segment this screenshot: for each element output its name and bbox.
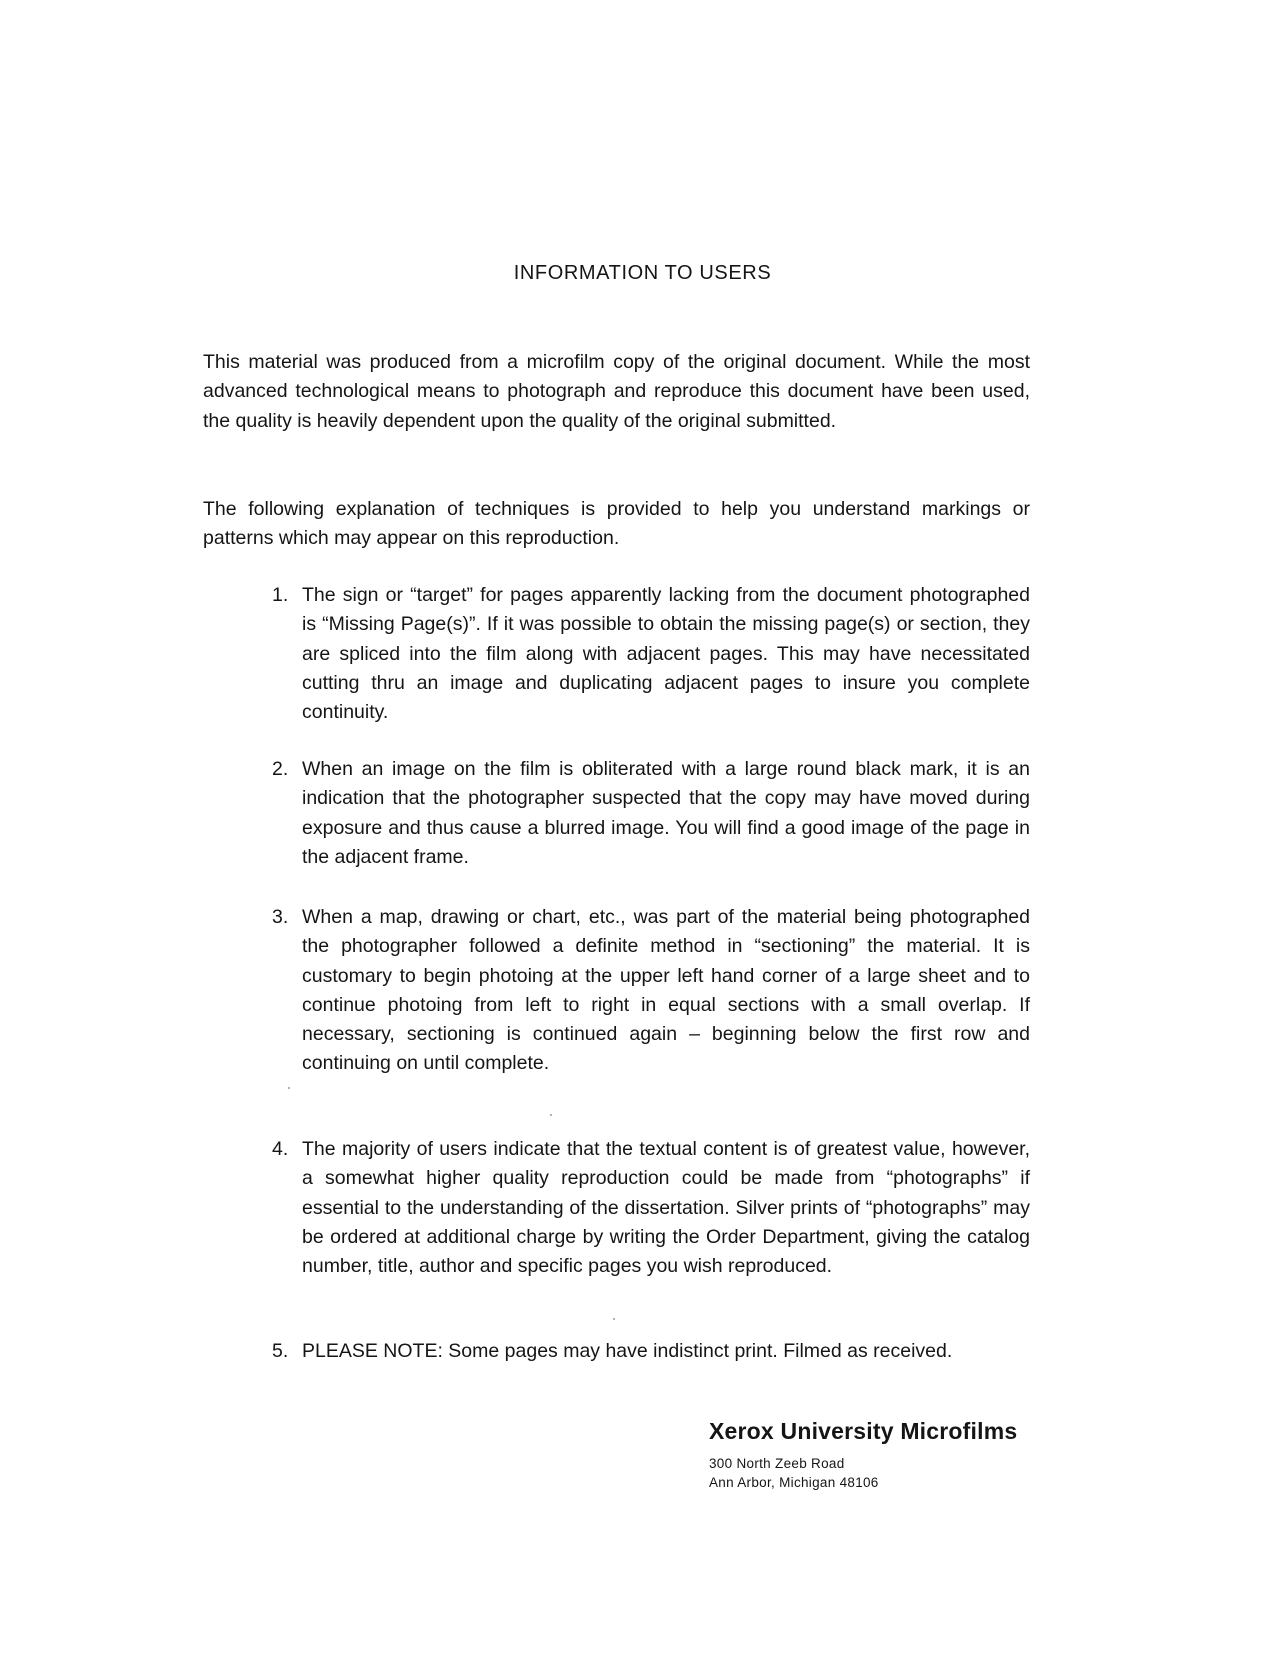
company-name: Xerox University Microfilms [709, 1418, 1018, 1444]
list-item-text: The sign or “target” for pages apparently lacking from the document photographed is “Missing Page(s)”. If it was possible to obtain the missing page(s) or section, they are spliced into the film along with adjacent pages. This may have necessitated cutting thru an image and duplicating adjacent pages to insure you complete continuity. [302, 584, 1030, 724]
list-item-text: The majority of users indicate that the textual content is of greatest value, however, a somewhat higher quality reproduction could be made from “photographs” if essential to the understanding of the dissertation. Silver prints of “photographs” may be ordered at additional charge by writing the Order Department, giving the catalog number, title, author and specific pages you wish reproduced. [302, 1138, 1030, 1278]
intro-paragraph: This material was produced from a microfilm copy of the original document. While the most advanced technological means to photograph and reproduce this document have been used, the quality is heavily dependent upon the quality of the original submitted. [203, 351, 1030, 432]
list-item-text: PLEASE NOTE: Some pages may have indistinct print. Filmed as received. [302, 1340, 953, 1362]
document-title: INFORMATION TO USERS [513, 262, 772, 284]
list-item-text: When an image on the film is obliterated with a large round black mark, it is an indication that the photographer suspected that the copy may have moved during exposure and thus cause a blurred image. You will find a good image of the page in the adjacent frame. [302, 758, 1030, 868]
address-line-city: Ann Arbor, Michigan 48106 [709, 1475, 879, 1490]
scan-speck [288, 1087, 290, 1089]
address-line-street: 300 North Zeeb Road [709, 1456, 845, 1471]
explanation-paragraph: The following explanation of techniques is provided to help you understand markings or patterns which may appear on this reproduction. [203, 498, 1030, 550]
list-item-number: 2. [272, 758, 289, 780]
list-item-number: 5. [272, 1340, 289, 1362]
list-item-text: When a map, drawing or chart, etc., was part of the material being photographed the photographer followed a definite method in “sectioning” the material. It is customary to begin photoing at the upper left hand corner of a large sheet and to continue photoing from left to right in equal sections with a small overlap. If necessary, sectioning is continued again – beginning below the first row and continuing on until complete. [302, 906, 1030, 1075]
scan-speck [613, 1318, 615, 1320]
list-item-number: 3. [272, 906, 289, 928]
list-item-number: 1. [272, 584, 289, 606]
scan-speck [550, 1114, 552, 1116]
list-item-number: 4. [272, 1138, 289, 1160]
